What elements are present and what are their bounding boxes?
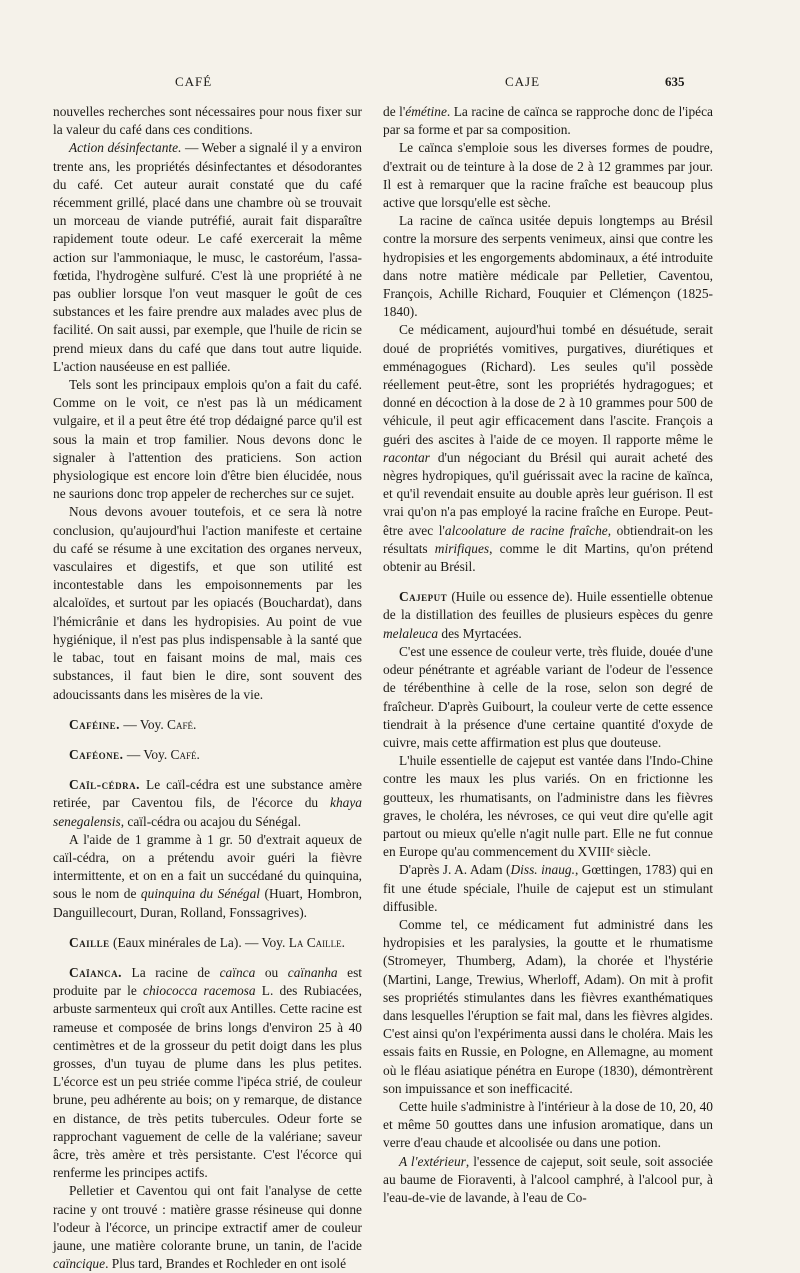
paragraph: Cette huile s'administre à l'intérieur à la dose de 10, 20, 40 et même 50 gouttes dans une infusion aromatique, dans un verre d'eau chaude et alcoolisée ou dans une potion. bbox=[383, 1098, 713, 1151]
paragraph: La racine de caïnca usitée depuis longtemps au Brésil contre la morsure des serpents venimeux, ainsi que contre les hydropisies et les engorgements abdominaux, a été introduite dans notre matière médicale par Pelletier, Caventou, François, Achille Richard, Fouquier et Clémençon (1825-1840). bbox=[383, 213, 713, 320]
entry-headword: Caïanca. bbox=[69, 964, 123, 980]
left-column bbox=[53, 103, 362, 1273]
paragraph: Comme tel, ce médicament fut administré dans les hydropisies et les paralysies, la goutte et le rhumatisme (Stromeyer, Thumberg, Adam), la chorée et l'hystérie (Martini, Lange, Trewius, Wherloff, Adam). On mit à profit ses propriétés stimulantes dans les fièvres exanthématiques dans lesquelles l'éruption se fait mal, dans les fièvres algides. C'est ainsi qu'on l'expérimenta aussi dans le choléra. Mais les essais faits en Russie, en Pologne, en Allemagne, au moment où le fléau asiatique pénétra en Europe (1830), démontrèrent son impuissance et son inefficacité. bbox=[383, 916, 713, 1096]
paragraph: Le caïnca s'emploie sous les diverses formes de poudre, d'extrait ou de teinture à la dose de 2 à 12 grammes par jour. Il est à remarquer que la racine fraîche est beaucoup plus active que lorsqu'elle est sèche. bbox=[383, 140, 713, 211]
paragraph: de l'émétine. La racine de caïnca se rapproche donc de l'ipéca par sa forme et par sa composition. bbox=[383, 104, 713, 138]
paragraph: A l'extérieur, l'essence de cajeput, soit seule, soit associée au baume de Fioraventi, à l'alcool camphré, à l'alcool pur, à l'eau-de-vie de lavande, à l'eau de Co- bbox=[383, 1153, 714, 1205]
header-left-word: CAFÉ bbox=[175, 74, 213, 89]
paragraph-action-desinfectante: Action désinfectante. — Weber a signalé il y a environ trente ans, les propriétés désinfectantes et désodorantes du café. Cet auteur aurait constaté que du café récemment grillé, placé dans une chambre où se trouvait un morceau de viande putréfié, aurait fait disparaître rapidement toute odeur. Le café exercerait la même action sur l'ammoniaque, le musc, le castoréum, l'assa-fœtida, l'hydrogène sulfuré. C'est là une propriété à ne pas oublier lorsque l'on veut masquer le goût de ces substances et les faire prendre aux malades avec plus de facilité. On sait aussi, par exemple, que l'huile de ricin se prend mieux dans du café que dans tout autre liquide. L'action nauséeuse en est palliée. bbox=[53, 140, 362, 374]
entry-cail-cedra: Caïl-cédra. Le caïl-cédra est une substance amère retirée, par Caventou fils, de l'écorce du khaya senegalensis, caïl-cédra ou acajou du Sénégal. bbox=[53, 777, 362, 829]
paragraph: A l'aide de 1 gramme à 1 gr. 50 d'extrait aqueux de caïl-cédra, on a prétendu avoir guéri la fièvre intermittente, et on en a fait un succédané du quinquina, sous le nom de quinquina du Sénégal (Huart, Hombron, Danguillecourt, Duran, Rolland, Fonssagrives). bbox=[53, 831, 362, 920]
cross-reference: Café bbox=[170, 746, 197, 762]
entry-cafeone: Caféone. — Voy. Café. bbox=[69, 746, 200, 762]
paragraph: nouvelles recherches sont nécessaires pour nous fixer sur la valeur du café dans ces conditions. bbox=[53, 104, 362, 138]
paragraph: Tels sont les principaux emplois qu'on a fait du café. Comme on le voit, ce n'est pas là un médicament vulgaire, et il a peut être été trop dédaigné parce qu'il est sous la main et trop familier. Nous devons donc le signaler à l'attention des praticiens. Son action physiologique est encore loin d'être bien élucidée, nous ne saurions donc trop appeler de recherches sur ce sujet. bbox=[53, 377, 362, 502]
section-heading: Action désinfectante. bbox=[69, 140, 182, 156]
paragraph: Nous devons avouer toutefois, et ce sera là notre conclusion, qu'aujourd'hui l'action manifeste et certaine du café se résume à une excitation des organes nerveux, vasculaires et digestifs, et que son utilité est incontestable dans les empoisonnements par les alcaloïdes, et surtout par les opiacés (Bouchardat), dans l'hémicrânie et dans les hydropisies. Au point de vue hygiénique, il n'est pas plus indispensable à la santé que le tabac, tout en faisant moins de mal, mais ces substances, il faut bien le dire, sont souvent des adoucissants dans les misères de la vie. bbox=[53, 504, 362, 702]
paragraph: Ce médicament, aujourd'hui tombé en désuétude, serait doué de propriétés vomitives, purgatives, diurétiques et emménagogues (Richard). Les seules qu'il possède réellement peut-être, sont les propriétés hydragogues; et donné en décoction à la dose de 2 à 10 grammes pour 500 de véhicule, il peut agir efficacement dans l'ascite. François a guéri des ascites à l'aide de ce moyen. Il rapporte même le racontar d'un négociant du Brésil qui aurait acheté des nègres hydropiques, qu'il guérissait avec la racine de kaïnca, et qu'il revendait ensuite au double après leur guérison. Il est vrai qu'on n'a pas employé la racine fraîche en Europe. Peut-être avec l'alcoolature de racine fraîche, obtiendrait-on les résultats mirifiques, comme le dit Martins, qu'on prétend obtenir au Brésil. bbox=[383, 322, 714, 575]
entry-headword: Caille bbox=[69, 934, 110, 950]
entry-headword: Caféone. bbox=[69, 746, 124, 762]
cross-reference: La Caille bbox=[288, 934, 342, 950]
cross-reference: Café bbox=[167, 716, 193, 732]
entry-caille: Caille (Eaux minérales de La). — Voy. La Caille. bbox=[69, 934, 345, 950]
entry-cainca: Caïanca. La racine de caïnca ou caïnanha est produite par le chiococca racemosa L. des Rubiacées, arbuste sarmenteux qui croît aux Antilles. Cette racine est rameuse et composée de brins longs d'environ 25 à 40 centimètres et de la grosseur du petit doigt dans les plus grosses, d'un tuyau de plume dans les plus petites. L'écorce est un peu striée comme l'ipéca strié, de couleur brune, peu adhérente au bois; on y remarque, de distance en distance, de très petits tubercules. Odeur forte se rapprochant vaguement de celle de la valériane; saveur âcre, très amère et très persistante. C'est l'écorce qui renferme les principes actifs. bbox=[53, 964, 363, 1181]
entry-cajeput: Cajeput (Huile ou essence de). Huile essentielle obtenue de la distillation des feuilles de plusieurs espèces du genre melaleuca des Myrtacées. bbox=[383, 589, 713, 641]
entry-headword: Cajeput bbox=[399, 589, 448, 605]
paragraph: D'après J. A. Adam (Diss. inaug., Gœttingen, 1783) qui en fit une étude spéciale, l'huile de cajeput est un stimulant diffusible. bbox=[383, 862, 714, 914]
running-header bbox=[0, 74, 800, 94]
entry-headword: Caïl-cédra. bbox=[69, 777, 140, 793]
paragraph: C'est une essence de couleur verte, très fluide, douée d'une odeur pénétrante et agréable variant de l'odeur de l'essence de térébenthine à celle de la rose, selon son degré de fraîcheur. D'après Guibourt, la couleur verte de cette essence tiendrait à la présence d'une certaine quantité d'oxyde de cuivre, mais cette affirmation est plus que douteuse. bbox=[383, 643, 713, 750]
paragraph: Pelletier et Caventou qui ont fait l'analyse de cette racine y ont trouvé : matière grasse résineuse qui donne l'odeur à l'écorce, un principe extractif amer de couleur jaune, une matière colorante brune, un tanin, de l'acide caïncique. Plus tard, Brandes et Rochleder en ont isolé bbox=[53, 1183, 362, 1272]
page-number: 635 bbox=[665, 74, 685, 89]
paragraph: L'huile essentielle de cajeput est vantée dans l'Indo-Chine contre les maux les plus variés. On en frictionne les goutteux, les rhumatisants, on l'administre dans les fièvres graves, le choléra, les névroses, ce qui veut dire qu'elle agit partout ou mieux qu'elle n'agit nulle part. Elle ne fut connue en Europe qu'au commencement du XVIIIᵉ siècle. bbox=[383, 753, 713, 860]
header-center-word: CAJE bbox=[505, 74, 541, 89]
entry-cafeine: Caféine. — Voy. Café. bbox=[69, 716, 197, 732]
entry-headword: Caféine. bbox=[69, 716, 121, 732]
right-column bbox=[383, 103, 713, 1207]
